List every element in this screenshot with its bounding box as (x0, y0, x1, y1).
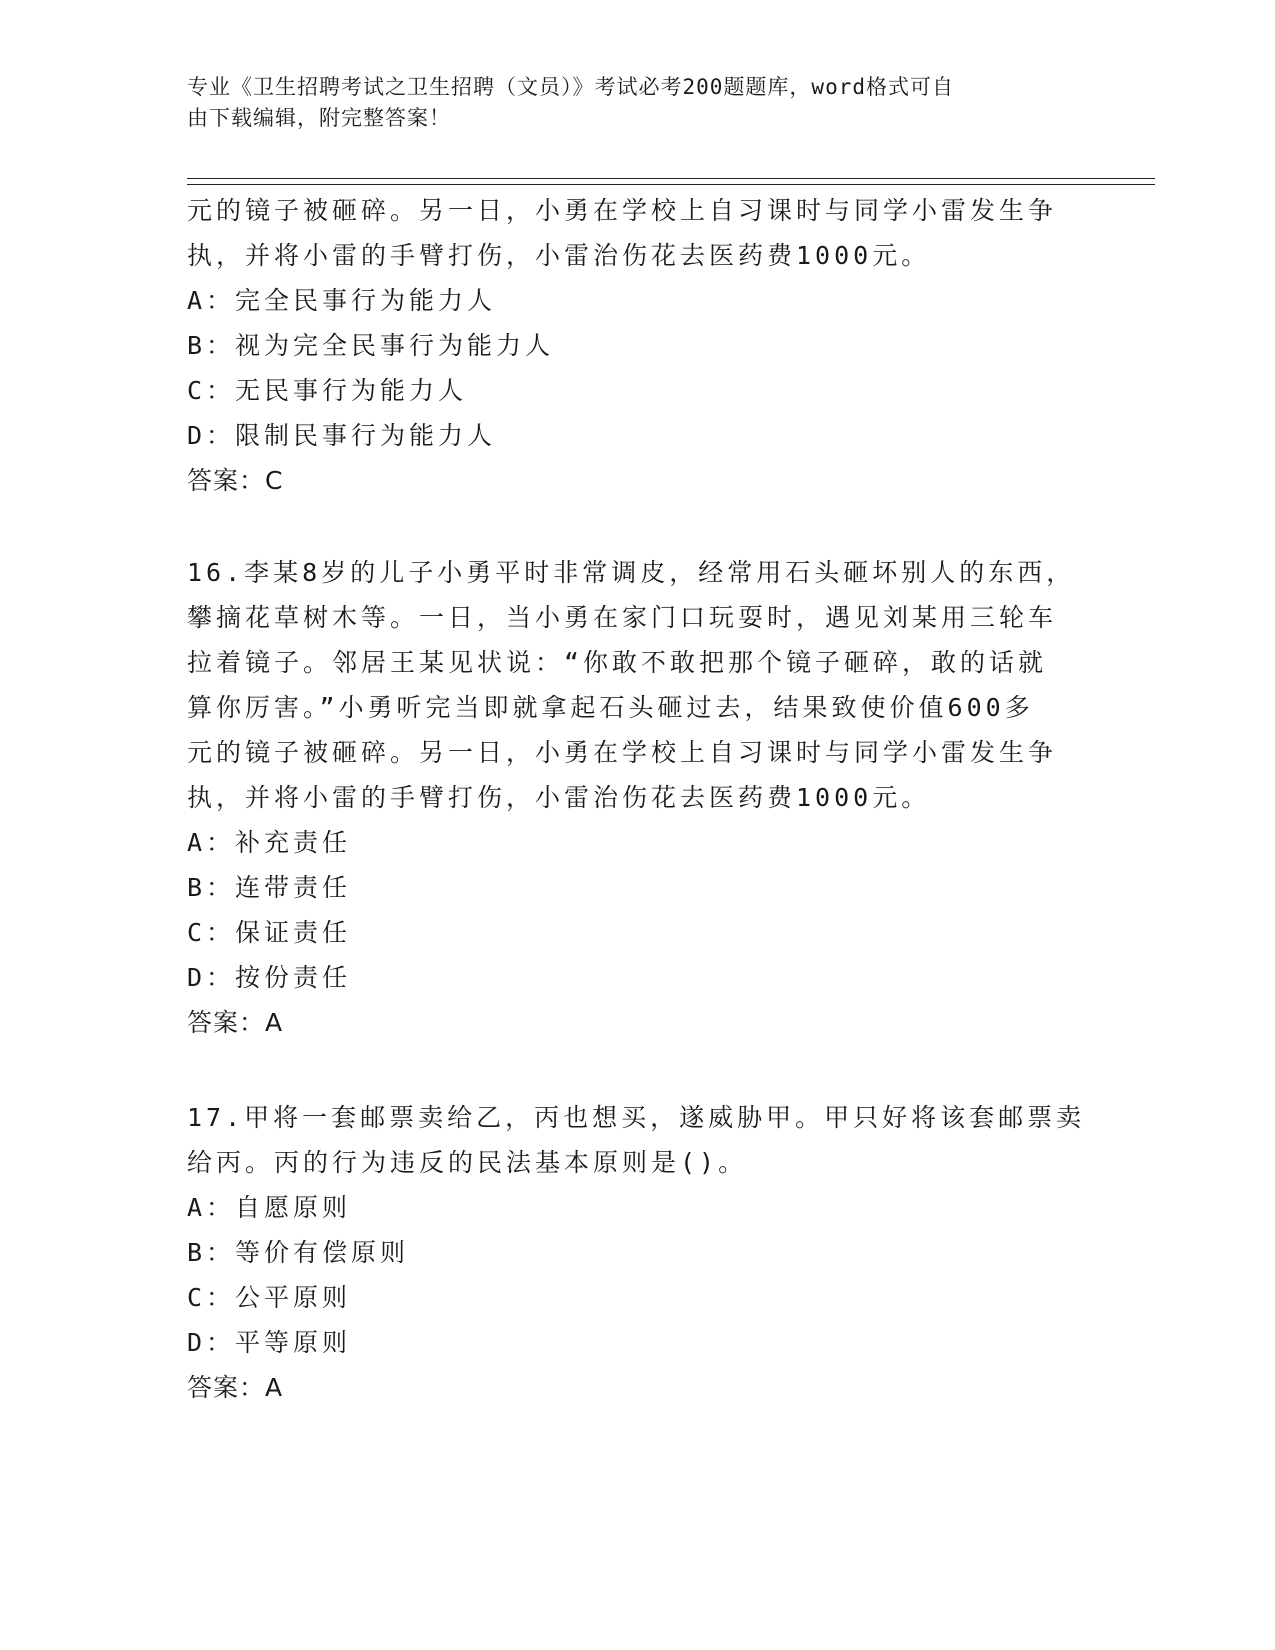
option-c: C：保证责任 (187, 918, 352, 947)
question-stem-line: 给丙。丙的行为违反的民法基本原则是()。 (187, 1148, 748, 1177)
option-a: A：补充责任 (187, 828, 352, 857)
option-c: C：无民事行为能力人 (187, 376, 468, 405)
question-stem-line: 17.甲将一套邮票卖给乙，丙也想买，遂威胁甲。甲只好将该套邮票卖 (187, 1103, 1086, 1132)
question-17 (187, 1095, 1087, 1410)
question-stem-line: 执，并将小雷的手臂打伤，小雷治伤花去医药费1000元。 (187, 241, 931, 270)
option-d: D：按份责任 (187, 963, 352, 992)
option-b: B：连带责任 (187, 873, 352, 902)
option-d: D：平等原则 (187, 1328, 352, 1357)
question-stem-line: 攀摘花草树木等。一日，当小勇在家门口玩耍时，遇见刘某用三轮车 (187, 603, 1058, 632)
question-stem-line: 元的镜子被砸碎。另一日，小勇在学校上自习课时与同学小雷发生争 (187, 196, 1058, 225)
question-stem-line: 元的镜子被砸碎。另一日，小勇在学校上自习课时与同学小雷发生争 (187, 738, 1058, 767)
document-header (187, 72, 1067, 134)
answer-line: 答案：A (187, 1373, 284, 1402)
question-stem-line: 拉着镜子。邻居王某见状说：“你敢不敢把那个镜子砸碎，敢的话就 (187, 648, 1048, 677)
option-c: C：公平原则 (187, 1283, 352, 1312)
header-divider-bottom (187, 184, 1155, 185)
option-b: B：视为完全民事行为能力人 (187, 331, 555, 360)
header-divider-top (187, 178, 1155, 179)
option-a: A：自愿原则 (187, 1193, 352, 1222)
answer-line: 答案：A (187, 1008, 284, 1037)
question-16 (187, 550, 1087, 1045)
answer-line: 答案：C (187, 466, 284, 495)
question-stem-line: 执，并将小雷的手臂打伤，小雷治伤花去医药费1000元。 (187, 783, 931, 812)
header-line-1: 专业《卫生招聘考试之卫生招聘（文员）》考试必考200题题库，word格式可自 (187, 75, 954, 99)
question-15-continued (187, 188, 1087, 503)
option-d: D：限制民事行为能力人 (187, 421, 497, 450)
question-stem-line: 16.李某8岁的儿子小勇平时非常调皮，经常用石头砸坏别人的东西， (187, 558, 1076, 587)
option-a: A：完全民事行为能力人 (187, 286, 497, 315)
question-stem-line: 算你厉害。”小勇听完当即就拿起石头砸过去，结果致使价值600多 (187, 693, 1034, 722)
header-line-2: 由下载编辑，附完整答案！ (187, 106, 451, 130)
option-b: B：等价有偿原则 (187, 1238, 410, 1267)
